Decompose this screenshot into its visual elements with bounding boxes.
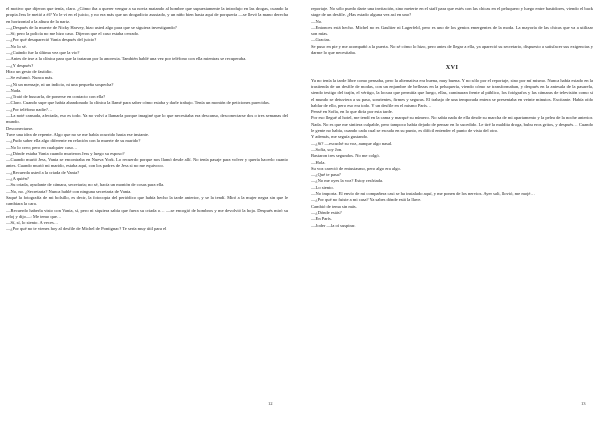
paragraph: —Sofía, soy Jon. [311, 146, 343, 152]
paragraph: —¿Por teléfono nadie?… [6, 106, 53, 112]
paragraph: Pensé en Sofía, en lo que diría por esta tarde. [311, 109, 393, 115]
right-page-number: 13 [581, 401, 586, 406]
paragraph: Desconectarse. [6, 125, 34, 131]
paragraph: Se puso en pie y me acompañó a la puerta. No sé cómo lo hizo, pero antes de llegar a ella, ya apareció su secretario, dispuesto a satisfacer sus exigencias y darme lo que necesitaba. [311, 43, 593, 56]
paragraph: —¿Qué te pasa? [311, 172, 341, 178]
paragraph: reportaje. No sólo puedo darte una invitación, sino meterte en el staff para que estés con las chicas en el peluquero y luego entre bastidores, viendo el back stage de un desfile. ¿Has estado alguna vez así en uno? [311, 6, 593, 18]
right-page-text [311, 6, 593, 229]
paragraph: —Entonces está hecho. Michel no es Gaultier ni Lagerfeld, pero es uno de los genios emergentes de la moda. La mayoría de las chicas que va a utilizar son mías. [311, 24, 593, 37]
paragraph: —Su criada, ayudante de cámara, secretaria; no sé, hacía un montón de cosas para ella. [6, 182, 165, 188]
paragraph: —No, no. ¿Secretaria? Nunca hablé con ninguna secretaria de Vania. [6, 188, 132, 194]
paragraph: —¿Ni un mensaje, ni un indicio, ni una pequeña sospecha? [6, 81, 114, 87]
paragraph: —¿No me oyes la voz? Estoy resfriada. [311, 178, 384, 184]
paragraph: —Sí; pero la policía no me hizo caso. Dijeron que el caso estaba cerrado. [6, 31, 140, 37]
paragraph: Por eso llegué al hotel, me tendí en la cama y marqué su número. No sabía nada de ella desde su marcha de mi apartamento y la pelea de la noche anterior. Nada. No es que me sintiera culpable, pero tampoco había dejado de pensar en lo sucedido. Le tiré la maldita droga, bubu eros gritos, y después… Cuando le gente no había, cuando cada cual se escuda en su punto, es difícil entender el punto de vista del otro. [311, 115, 593, 134]
paragraph: —Nada. [6, 87, 22, 93]
paragraph: Su voz careció de entusiasmo, pero algo era algo. [311, 165, 401, 171]
paragraph: —No lo sé. [6, 43, 27, 49]
paragraph: Bastaron tres segundos. No me colgó. [311, 153, 380, 159]
paragraph: —Lo siento. [311, 184, 334, 190]
paragraph: —Se esfumó. Nunca más. [6, 75, 54, 81]
paragraph: —¿Pudo saber ella algo diferente en relación con la muerte de su marido? [6, 138, 141, 144]
paragraph: —Recuerdo haberla visto con Vania, sí, pero ni siquiera sabía que fuera su criada o… —se encogió de hombros y me devolvió la hoja. Después miró su reloj y dijo—: Me temo que… [6, 207, 288, 219]
paragraph: —No. [311, 18, 323, 24]
paragraph: —Sí, sí, lo siento. A veces… [6, 220, 59, 226]
paragraph: —¿Después de la muerte de Nicky Harvey, hizo usted algo para que se siguiera investigando? [6, 24, 177, 30]
paragraph: Tuve una idea de repente. Algo que no se me había ocurrido hasta ese instante. [6, 131, 150, 137]
right-page [300, 0, 600, 424]
paragraph: —¿Por qué desapareció Vania después del juicio? [6, 37, 97, 43]
paragraph: —¿Por qué no fuiste a mi casa? Ya sabes dónde está la llave. [311, 197, 422, 203]
paragraph: —En París. [311, 216, 332, 222]
paragraph: Ya no tenía la tarde libre como pensaba, pero la alternativa era buena, muy buena. Y no sólo por el reportaje, sino por mí mismo. Nunca había estado en la trastienda de un desfile de modas, con un enjambre de bellezas en la peluquería, viendo cómo se transformaban, y después en la antesala de la pasarela, siendo testigo del trajín, el vértigo, la locura que permitía que luego, ellas, caminaran frente al público, los fotógrafos y las cámaras de televisión como si el mundo se detuviera a su paso, sonrientes, firmes y seguras. El trabajo de una temporada entera se presentaba en veinte minutos. Excitante. Había oído hablar de ello, pero eso era todo. Y un desfile en el mismo París… [311, 77, 593, 108]
paragraph: —¿Cuándo fue la última vez que la vio? [6, 50, 80, 56]
paragraph: —Antes de irse a la clínica para que la trataran por la anorexia. También hablé una vez por teléfono con ella mientras se recuperaba. [6, 56, 247, 62]
paragraph: Y además, me seguía gustando. [311, 134, 369, 140]
paragraph: Hizo un gesto de fastidio. [6, 68, 53, 74]
right-page-text-before-heading [311, 6, 593, 56]
chapter-heading: XVI [445, 64, 459, 72]
paragraph: Cambió de tema sin más. [311, 203, 357, 209]
paragraph: —¿Por qué no te vienes hoy al desfile de Michel de Pontignac? Te sería muy útil para el [6, 226, 167, 232]
paragraph: —Claro. Cuando supe que había abandonado la clínica la llamé para saber cómo estaba y darle trabajo. Tenía un montón de peticiones parecidas. [6, 100, 270, 106]
left-page-number: 12 [268, 401, 273, 406]
paragraph: —¿Recuerda usted a la criada de Vania? [6, 169, 80, 175]
paragraph: —¿Trató de buscarla, de ponerse en contacto con ella? [6, 94, 106, 100]
paragraph: —¿Sí? —escuché su voz, aunque algo nasal. [311, 140, 393, 146]
paragraph: —No importa. El envío de mi compañera casi se ha instalado aquí, y me ponen de los nervios. Ayer sali, llovió, me mojé… [311, 191, 535, 197]
paragraph: —¿Dónde estaba Vania cuando murieron Jess y luego su esposo? [6, 150, 125, 156]
paragraph: —¿Y después? [6, 62, 34, 68]
paragraph: —Hola. [311, 159, 326, 165]
paragraph: —¿Dónde estás? [311, 209, 342, 215]
paragraph: —Gracias. [311, 37, 331, 43]
right-page-text-after-heading [311, 78, 593, 229]
left-page-text [6, 6, 288, 233]
paragraph: el motivo que dijeron que tenía, claro. ¿Cómo iba a querer vengar a su novia matando al hombre que supuestamente la introdujo en las drogas, cuando la propia Jess le metió a él? Yo le vi en el juicio, y no era más que un drogadicto asustado, y un niño bien hasta aquí de porquería —se llevó la mano derecha en horizontal a la altura de la nariz. [6, 6, 288, 24]
paragraph: —La noté cansada, afectada, eso es todo. Ya no volví a llamarla porque imaginé que lo que necesitaba era descanso, desconectarse dos o tres semanas del mundo. [6, 113, 288, 125]
paragraph: —Cuando murió Jess, Vania se encontraba en Nueva York. Lo recuerdo porque nos llamó desde allí. No tenía pasaje para volver y quería hacerlo cuanto antes. Cuando murió mi marido, estaba aquí, con los padres de Jess si no me equivoco. [6, 157, 288, 169]
paragraph: —Joder —la oí suspirar. [311, 222, 356, 228]
paragraph: —No lo creo; pero en cualquier caso… [6, 144, 78, 150]
paragraph: Saqué la fotografía de mi bolsillo, es decir, la fotocopia del periódico que había hecho la tarde anterior, y se la tendí. Miró a la mujer negra sin que le cambiara la cara. [6, 194, 288, 207]
paragraph: —¿A quién? [6, 176, 29, 182]
